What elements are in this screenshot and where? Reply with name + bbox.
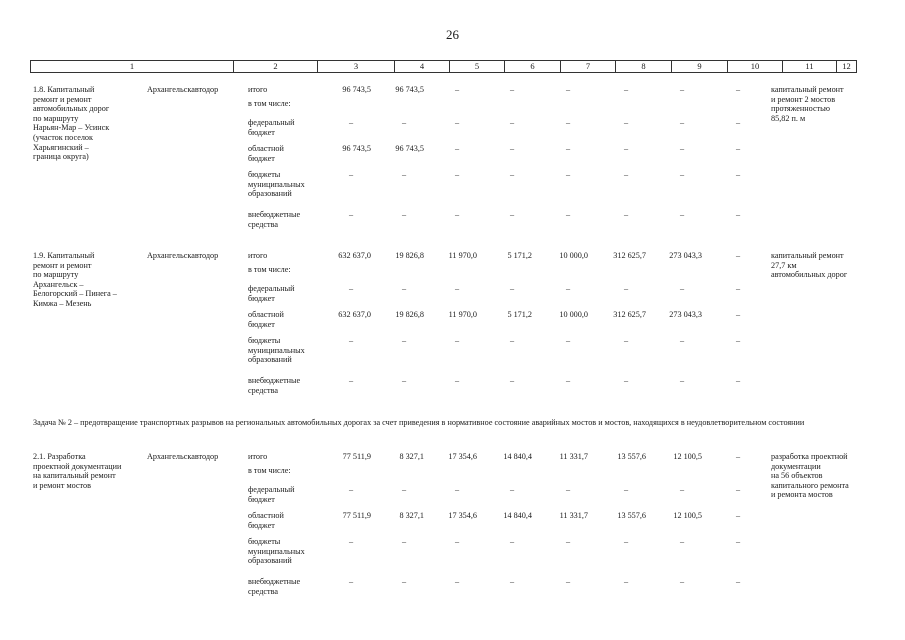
table-cell-value: – (509, 537, 515, 546)
column-header-row (30, 60, 857, 73)
result-line: капитального ремонта (771, 480, 849, 490)
column-header: 7 (561, 61, 616, 73)
result-line: протяженностью (771, 104, 831, 114)
table-cell-value: – (454, 336, 460, 345)
funding-source-label: средства (248, 586, 279, 596)
column-header: 6 (505, 61, 561, 73)
funding-source-label: муниципальных (248, 345, 305, 355)
table-cell-value: 96 743,5 (342, 144, 371, 153)
table-cell-value: – (565, 170, 571, 179)
table-cell-value: – (509, 577, 515, 586)
page-number: 26 (446, 27, 459, 42)
funding-source-label: бюджеты (248, 336, 281, 345)
result-line: автомобильных дорог (771, 270, 848, 280)
table-cell-value: – (565, 577, 571, 586)
table-cell-value: 312 625,7 (613, 251, 646, 260)
task-2-heading: Задача № 2 – предотвращение транспортных разрывов на региональных автомобильных дорогах за счет приведения в нормативное состояние аварийных мостов и мостов, находящихся в неудовлетворительном состоянии (33, 418, 805, 427)
table-cell-value: 13 557,6 (617, 511, 646, 520)
table-cell-value: – (348, 284, 354, 293)
table-cell-value: 273 043,3 (669, 251, 702, 260)
table-cell-value: 14 840,4 (503, 452, 532, 461)
funding-source-label: итого (248, 251, 268, 260)
table-cell-value: 312 625,7 (613, 310, 646, 319)
funding-source-label: областной (248, 511, 284, 520)
activity-name-line: по маршруту (33, 270, 79, 280)
table-cell-value: – (623, 85, 629, 94)
table-cell-value: – (735, 376, 741, 385)
table-cell-value: – (348, 577, 354, 586)
funding-source-label: бюджеты (248, 537, 281, 546)
funding-source-label: средства (248, 385, 279, 395)
table-cell-value: – (454, 144, 460, 153)
funding-source-label: в том числе: (248, 99, 291, 108)
funding-source-label: внебюджетные (248, 577, 301, 586)
funding-source-label: бюджет (248, 319, 275, 329)
table-cell-value: – (509, 210, 515, 219)
funding-source-label: муниципальных (248, 546, 305, 556)
result-line: и ремонта мостов (771, 490, 833, 500)
table-cell-value: – (401, 118, 407, 127)
table-cell-value: – (509, 85, 515, 94)
table-cell-value: – (679, 376, 685, 385)
activity-name-line: ремонт и ремонт (33, 260, 92, 270)
column-header: 8 (616, 61, 672, 73)
funding-source-label: федеральный (248, 284, 295, 293)
table-cell-value: 5 171,2 (507, 251, 532, 260)
activity-name-line: Архангельск – (33, 279, 84, 289)
funding-source-label: образований (248, 556, 292, 566)
column-header: 11 (783, 61, 837, 73)
column-header: 9 (672, 61, 728, 73)
activity-name-line: ремонт и ремонт (33, 94, 92, 104)
table-cell-value: – (454, 284, 460, 293)
column-header: 1 (31, 61, 234, 73)
activity-name-line: 1.9. Капитальный (33, 251, 95, 260)
funding-source-label: внебюджетные (248, 210, 301, 219)
table-cell-value: 8 327,1 (399, 511, 424, 520)
activity-name-line: и ремонт мостов (33, 480, 91, 490)
column-header: 3 (318, 61, 395, 73)
funding-source-label: бюджет (248, 153, 275, 163)
table-cell-value: – (679, 336, 685, 345)
table-cell-value: – (348, 210, 354, 219)
table-cell-value: 11 331,7 (559, 452, 588, 461)
table-cell-value: 14 840,4 (503, 511, 532, 520)
table-cell-value: – (401, 170, 407, 179)
column-header: 5 (450, 61, 505, 73)
table-cell-value: – (623, 577, 629, 586)
table-cell-value: – (509, 170, 515, 179)
table-cell-value: – (401, 336, 407, 345)
table-cell-value: – (401, 537, 407, 546)
table-cell-value: 10 000,0 (559, 251, 588, 260)
table-cell-value: – (735, 170, 741, 179)
table-cell-value: – (454, 537, 460, 546)
activity-name-line: 1.8. Капитальный (33, 85, 95, 94)
table-cell-value: 77 511,9 (342, 511, 371, 520)
table-cell-value: – (401, 577, 407, 586)
table-cell-value: – (565, 485, 571, 494)
table-cell-value: – (401, 376, 407, 385)
funding-source-label: итого (248, 452, 268, 461)
activity-name-line: проектной документации (33, 461, 122, 471)
table-cell-value: – (348, 118, 354, 127)
table-cell-value: 12 100,5 (673, 452, 702, 461)
table-cell-value: – (401, 485, 407, 494)
activity-name-line: 2.1. Разработка (33, 452, 86, 461)
table-cell-value: – (565, 336, 571, 345)
table-cell-value: – (454, 118, 460, 127)
table-cell-value: – (679, 85, 685, 94)
table-cell-value: – (735, 452, 741, 461)
table-cell-value: 8 327,1 (399, 452, 424, 461)
table-cell-value: – (735, 485, 741, 494)
table-cell-value: – (735, 537, 741, 546)
funding-source-label: бюджет (248, 293, 275, 303)
table-cell-value: 96 743,5 (342, 85, 371, 94)
executor-name: Архангельскавтодор (147, 85, 219, 94)
table-cell-value: – (454, 577, 460, 586)
table-cell-value: – (679, 118, 685, 127)
table-cell-value: – (623, 210, 629, 219)
table-cell-value: – (401, 210, 407, 219)
table-cell-value: – (679, 144, 685, 153)
table-cell-value: – (623, 336, 629, 345)
table-cell-value: – (565, 376, 571, 385)
activity-name-line: на капитальный ремонт (33, 471, 116, 481)
funding-source-label: в том числе: (248, 265, 291, 274)
table-cell-value: – (735, 511, 741, 520)
table-cell-value: 273 043,3 (669, 310, 702, 319)
funding-source-label: итого (248, 85, 268, 94)
table-cell-value: – (401, 284, 407, 293)
funding-source-label: областной (248, 310, 284, 319)
table-cell-value: – (348, 376, 354, 385)
table-cell-value: – (679, 485, 685, 494)
funding-source-label: федеральный (248, 118, 295, 127)
funding-source-label: образований (248, 355, 292, 365)
table-cell-value: – (735, 210, 741, 219)
funding-source-label: в том числе: (248, 466, 291, 475)
table-cell-value: – (454, 170, 460, 179)
column-header: 12 (837, 61, 857, 73)
funding-source-label: областной (248, 144, 284, 153)
table-cell-value: 17 354,6 (448, 452, 477, 461)
funding-source-label: средства (248, 219, 279, 229)
table-cell-value: – (679, 210, 685, 219)
table-cell-value: – (348, 485, 354, 494)
activity-name-line: Харьягинский – (33, 142, 89, 152)
table-cell-value: – (679, 170, 685, 179)
table-cell-value: 11 970,0 (448, 251, 477, 260)
table-cell-value: – (348, 537, 354, 546)
activity-name-line: Белогорский – Пинега – (33, 289, 117, 299)
table-cell-value: – (623, 284, 629, 293)
result-line: капитальный ремонт (771, 85, 844, 94)
result-line: и ремонт 2 мостов (771, 94, 836, 104)
table-cell-value: – (623, 485, 629, 494)
table-cell-value: 13 557,6 (617, 452, 646, 461)
table-cell-value: – (735, 310, 741, 319)
table-cell-value: – (454, 85, 460, 94)
table-cell-value: 10 000,0 (559, 310, 588, 319)
result-line: 85,82 п. м (771, 113, 806, 123)
activity-name-line: по маршруту (33, 113, 79, 123)
table-cell-value: – (735, 284, 741, 293)
table-cell-value: – (735, 336, 741, 345)
result-line: документации (771, 461, 821, 471)
table-cell-value: – (509, 118, 515, 127)
table-cell-value: – (454, 485, 460, 494)
table-cell-value: – (565, 210, 571, 219)
table-cell-value: – (454, 376, 460, 385)
table-cell-value: – (348, 170, 354, 179)
table-cell-value: – (735, 577, 741, 586)
table-cell-value: – (565, 537, 571, 546)
column-header: 10 (728, 61, 783, 73)
result-line: разработка проектной (771, 452, 848, 461)
funding-source-label: бюджет (248, 520, 275, 530)
funding-source-label: внебюджетные (248, 376, 301, 385)
table-cell-value: – (509, 284, 515, 293)
table-cell-value: – (679, 537, 685, 546)
table-cell-value: 96 743,5 (395, 144, 424, 153)
table-cell-value: – (735, 144, 741, 153)
funding-source-label: муниципальных (248, 179, 305, 189)
table-cell-value: 11 970,0 (448, 310, 477, 319)
column-header: 2 (234, 61, 318, 73)
table-cell-value: 96 743,5 (395, 85, 424, 94)
funding-source-label: бюджет (248, 494, 275, 504)
table-cell-value: – (509, 144, 515, 153)
executor-name: Архангельскавтодор (147, 251, 219, 260)
table-cell-value: – (454, 210, 460, 219)
activity-name-line: Нарьян-Мар – Усинск (33, 123, 110, 133)
table-cell-value: – (735, 118, 741, 127)
table-cell-value: – (509, 376, 515, 385)
executor-name: Архангельскавтодор (147, 452, 219, 461)
table-cell-value: 5 171,2 (507, 310, 532, 319)
funding-source-label: образований (248, 189, 292, 199)
table-cell-value: – (565, 85, 571, 94)
table-cell-value: 19 826,8 (395, 251, 424, 260)
table-cell-value: – (735, 85, 741, 94)
activity-name-line: граница округа) (33, 152, 89, 162)
table-cell-value: 12 100,5 (673, 511, 702, 520)
table-cell-value: – (509, 485, 515, 494)
funding-source-label: бюджет (248, 127, 275, 137)
activity-name-line: (участок поселок (33, 133, 93, 142)
table-cell-value: – (565, 118, 571, 127)
result-line: 27,7 км (771, 260, 797, 270)
result-line: на 56 объектов (771, 471, 823, 481)
funding-source-label: бюджеты (248, 170, 281, 179)
table-cell-value: – (348, 336, 354, 345)
table-cell-value: – (679, 284, 685, 293)
table-cell-value: – (623, 376, 629, 385)
table-cell-value: 19 826,8 (395, 310, 424, 319)
table-cell-value: 632 637,0 (338, 251, 371, 260)
table-cell-value: – (623, 144, 629, 153)
table-cell-value: – (679, 577, 685, 586)
activity-name-line: автомобильных дорог (33, 104, 110, 114)
funding-source-label: федеральный (248, 485, 295, 494)
table-cell-value: – (623, 170, 629, 179)
table-cell-value: – (623, 118, 629, 127)
activity-name-line: Кимжа – Мезень (33, 299, 92, 308)
table-cell-value: 632 637,0 (338, 310, 371, 319)
table-cell-value: 11 331,7 (559, 511, 588, 520)
table-cell-value: 77 511,9 (342, 452, 371, 461)
table-cell-value: – (623, 537, 629, 546)
result-line: капитальный ремонт (771, 251, 844, 260)
table-cell-value: – (735, 251, 741, 260)
table-cell-value: – (565, 284, 571, 293)
table-cell-value: 17 354,6 (448, 511, 477, 520)
table-cell-value: – (565, 144, 571, 153)
table-cell-value: – (509, 336, 515, 345)
column-header: 4 (395, 61, 450, 73)
